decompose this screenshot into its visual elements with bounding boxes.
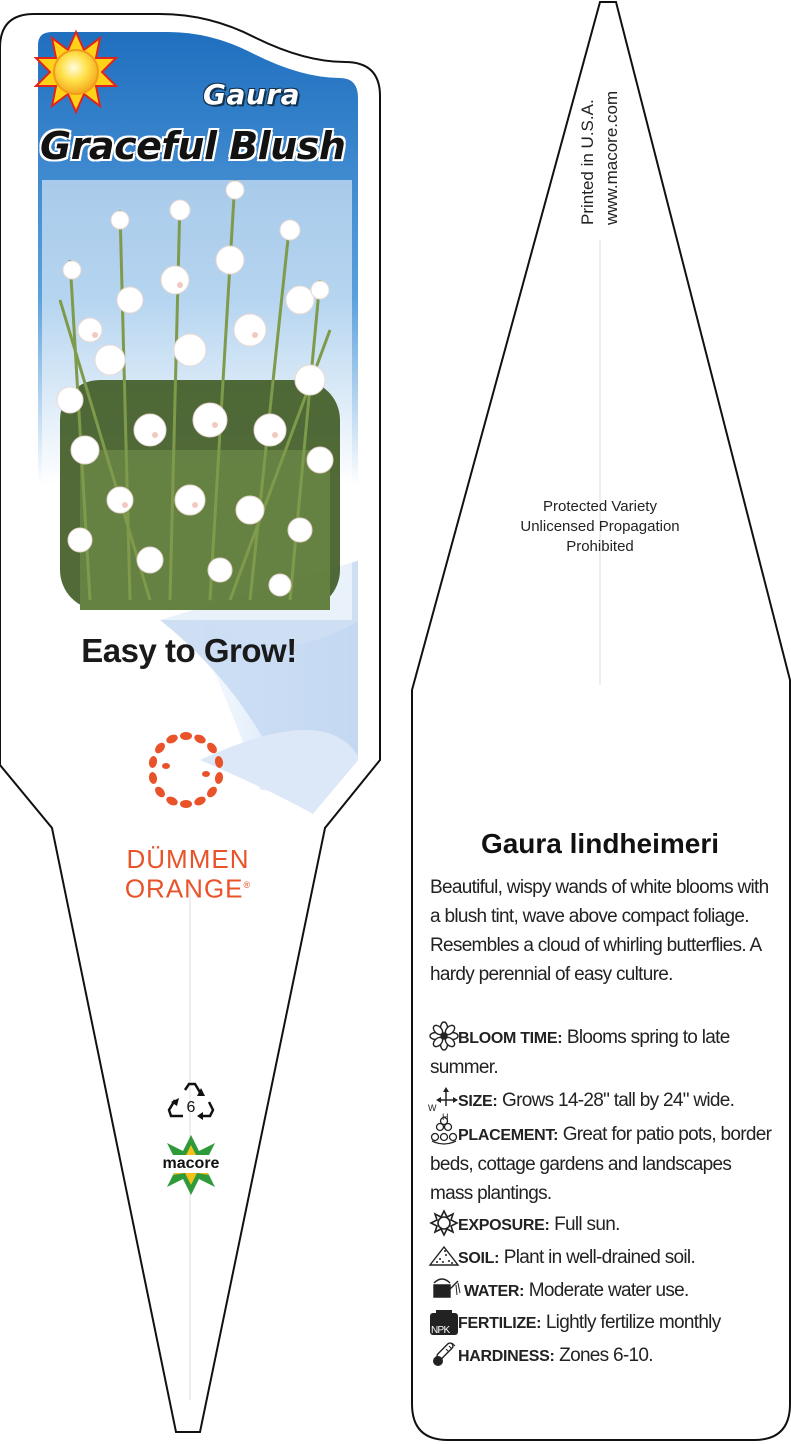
- tagline: Easy to Grow!: [81, 632, 297, 669]
- detail-label: FERTILIZE:: [458, 1315, 542, 1332]
- detail-label: SIZE:: [458, 1093, 498, 1110]
- detail-label: WATER:: [464, 1283, 525, 1300]
- detail-text: Lightly fertilize monthly: [545, 1312, 721, 1333]
- detail-fertilize: [430, 1308, 775, 1338]
- detail-text: Great for patio pots, border beds, cottage gardens and landscapes mass plantings.: [430, 1124, 772, 1204]
- plant-description: Beautiful, wispy wands of white blooms with a blush tint, wave above compact foliage. Resembles a cloud of whirling butterflies. A hardy perennial of easy culture.: [430, 877, 769, 985]
- protected-line-3: Prohibited: [566, 538, 634, 555]
- protected-line-1: Protected Variety: [543, 498, 657, 515]
- brand-line-2-text: ORANGE: [124, 873, 244, 904]
- detail-soil: [430, 1243, 775, 1273]
- detail-water: [430, 1276, 775, 1306]
- size-icon-w: W: [428, 1103, 436, 1113]
- detail-label: SOIL:: [458, 1250, 500, 1267]
- recycle-number: 6: [186, 1099, 196, 1116]
- flower-photo: [42, 180, 352, 620]
- detail-label: BLOOM TIME:: [458, 1030, 563, 1047]
- detail-label: PLACEMENT:: [458, 1127, 559, 1144]
- detail-exposure: [430, 1210, 775, 1240]
- registered-mark: ®: [243, 880, 252, 890]
- printed-in-text: Printed in U.S.A.: [578, 99, 597, 225]
- genus-title: Gaura: [202, 78, 300, 111]
- detail-hardiness: [430, 1341, 775, 1371]
- detail-text: Plant in well-drained soil.: [503, 1247, 696, 1268]
- detail-bloom-time: [430, 1023, 775, 1082]
- brand-line-1: DÜMMEN: [126, 844, 250, 874]
- detail-size: [428, 1086, 775, 1122]
- detail-label: EXPOSURE:: [458, 1217, 550, 1234]
- detail-text: Full sun.: [554, 1214, 620, 1235]
- protected-variety-notice: [480, 497, 720, 557]
- detail-placement: [430, 1120, 775, 1208]
- variety-title: Graceful Blush: [40, 124, 346, 168]
- species-name: Gaura lindheimeri: [480, 828, 720, 859]
- detail-text: Grows 14-28" tall by 24" wide.: [502, 1090, 735, 1111]
- protected-line-2: Unlicensed Propagation: [520, 518, 680, 535]
- brand-line-2: [108, 872, 268, 902]
- website-text: www.macore.com: [602, 90, 621, 225]
- macore-wordmark: macore: [150, 1155, 232, 1173]
- npk-label: NPK: [431, 1325, 450, 1336]
- size-icon-h: H: [442, 1112, 448, 1122]
- detail-text: Blooms spring to late summer.: [430, 1027, 730, 1078]
- dummen-orange-wordmark: [108, 846, 268, 902]
- detail-text: Moderate water use.: [528, 1280, 689, 1301]
- detail-text: Zones 6-10.: [559, 1345, 653, 1366]
- detail-label: HARDINESS:: [458, 1348, 555, 1365]
- print-info-vertical: [572, 60, 632, 240]
